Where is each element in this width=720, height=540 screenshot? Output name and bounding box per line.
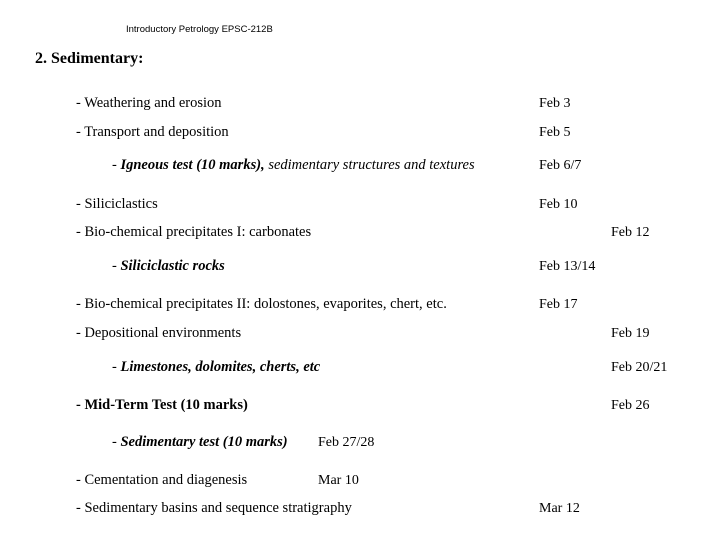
topic-limestones-emph: Limestones, dolomites, cherts, etc [120, 359, 321, 375]
date-carbonates: Feb 12 [611, 225, 650, 240]
date-igneous-test: Feb 6/7 [539, 158, 582, 173]
topic-igneous-test-rest: sedimentary structures and textures [264, 157, 475, 173]
topic-cementation: - Cementation and diagenesis [76, 472, 248, 488]
date-sedimentary-test: Feb 27/28 [318, 435, 375, 450]
date-weathering: Feb 3 [539, 96, 571, 111]
topic-sedimentary-test-emph: Sedimentary test (10 marks) [120, 434, 288, 450]
topic-midterm: - Mid-Term Test (10 marks) [76, 397, 248, 413]
topic-sedimentary-test-prefix: - [112, 434, 121, 450]
topic-carbonates: - Bio-chemical precipitates I: carbonates [76, 224, 312, 240]
date-midterm: Feb 26 [611, 398, 650, 413]
topic-siliciclastic-rocks-prefix: - [112, 258, 121, 274]
topic-igneous-test-prefix: - [112, 157, 121, 173]
topic-siliciclastic-rocks [112, 258, 225, 275]
topic-sedimentary-test [112, 434, 288, 451]
topic-igneous-test [112, 157, 475, 174]
date-limestones: Feb 20/21 [611, 360, 668, 375]
topic-limestones [112, 359, 320, 376]
date-sedimentary-basins: Mar 12 [539, 501, 580, 516]
date-depositional-environments: Feb 19 [611, 326, 650, 341]
date-dolostones: Feb 17 [539, 297, 578, 312]
course-header: Introductory Petrology EPSC-212B [126, 24, 273, 35]
topic-igneous-test-emph: Igneous test (10 marks), [120, 157, 265, 173]
topic-limestones-prefix: - [112, 359, 121, 375]
date-siliciclastic-rocks: Feb 13/14 [539, 259, 596, 274]
topic-sedimentary-basins: - Sedimentary basins and sequence stratigraphy [76, 500, 352, 516]
topic-siliciclastics: - Siliciclastics [76, 196, 158, 212]
date-transport: Feb 5 [539, 125, 571, 140]
topic-weathering: - Weathering and erosion [76, 95, 222, 111]
topic-siliciclastic-rocks-emph: Siliciclastic rocks [120, 258, 225, 274]
topic-depositional-environments: - Depositional environments [76, 325, 242, 341]
date-cementation: Mar 10 [318, 473, 359, 488]
section-title: 2. Sedimentary: [35, 50, 144, 67]
topic-transport: - Transport and deposition [76, 124, 229, 140]
topic-dolostones: - Bio-chemical precipitates II: dolostones, evaporites, chert, etc. [76, 296, 447, 312]
date-siliciclastics: Feb 10 [539, 197, 578, 212]
